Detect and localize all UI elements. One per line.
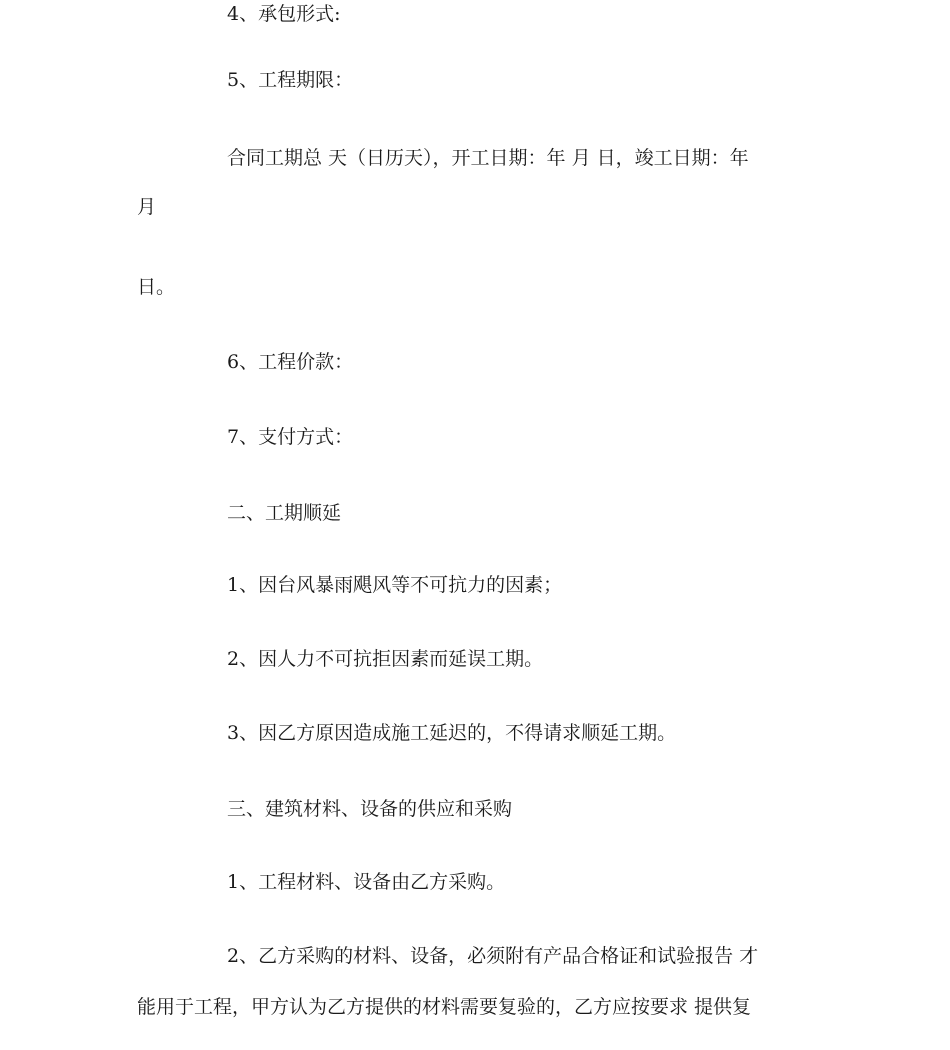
list-item: 3、因乙方原因造成施工延迟的，不得请求顺延工期。	[227, 722, 677, 744]
materials-item-2-line-1: 2、乙方采购的材料、设备，必须附有产品合格证和试验报告 才	[227, 945, 759, 967]
period-line-3: 日。	[137, 276, 176, 298]
section-heading-schedule-extension: 二、工期顺延	[227, 502, 342, 524]
period-line-2: 月	[137, 196, 157, 218]
item-project-price: 6、工程价款：	[227, 351, 354, 373]
period-line-1: 合同工期总 天（日历天），开工日期：年 月 日，竣工日期：年	[227, 147, 749, 169]
list-item: 2、因人力不可抗拒因素而延误工期。	[227, 648, 544, 670]
item-contract-form: 4、承包形式:	[227, 3, 341, 25]
section-heading-materials: 三、建筑材料、设备的供应和采购	[227, 798, 513, 820]
materials-item-2-line-2: 能用于工程，甲方认为乙方提供的材料需要复验的，乙方应按要求 提供复	[137, 996, 752, 1018]
list-item: 1、工程材料、设备由乙方采购。	[227, 871, 506, 893]
list-item: 1、因台风暴雨飓风等不可抗力的因素；	[227, 574, 563, 596]
item-payment-method: 7、支付方式：	[227, 426, 354, 448]
item-project-period: 5、工程期限：	[227, 69, 354, 91]
